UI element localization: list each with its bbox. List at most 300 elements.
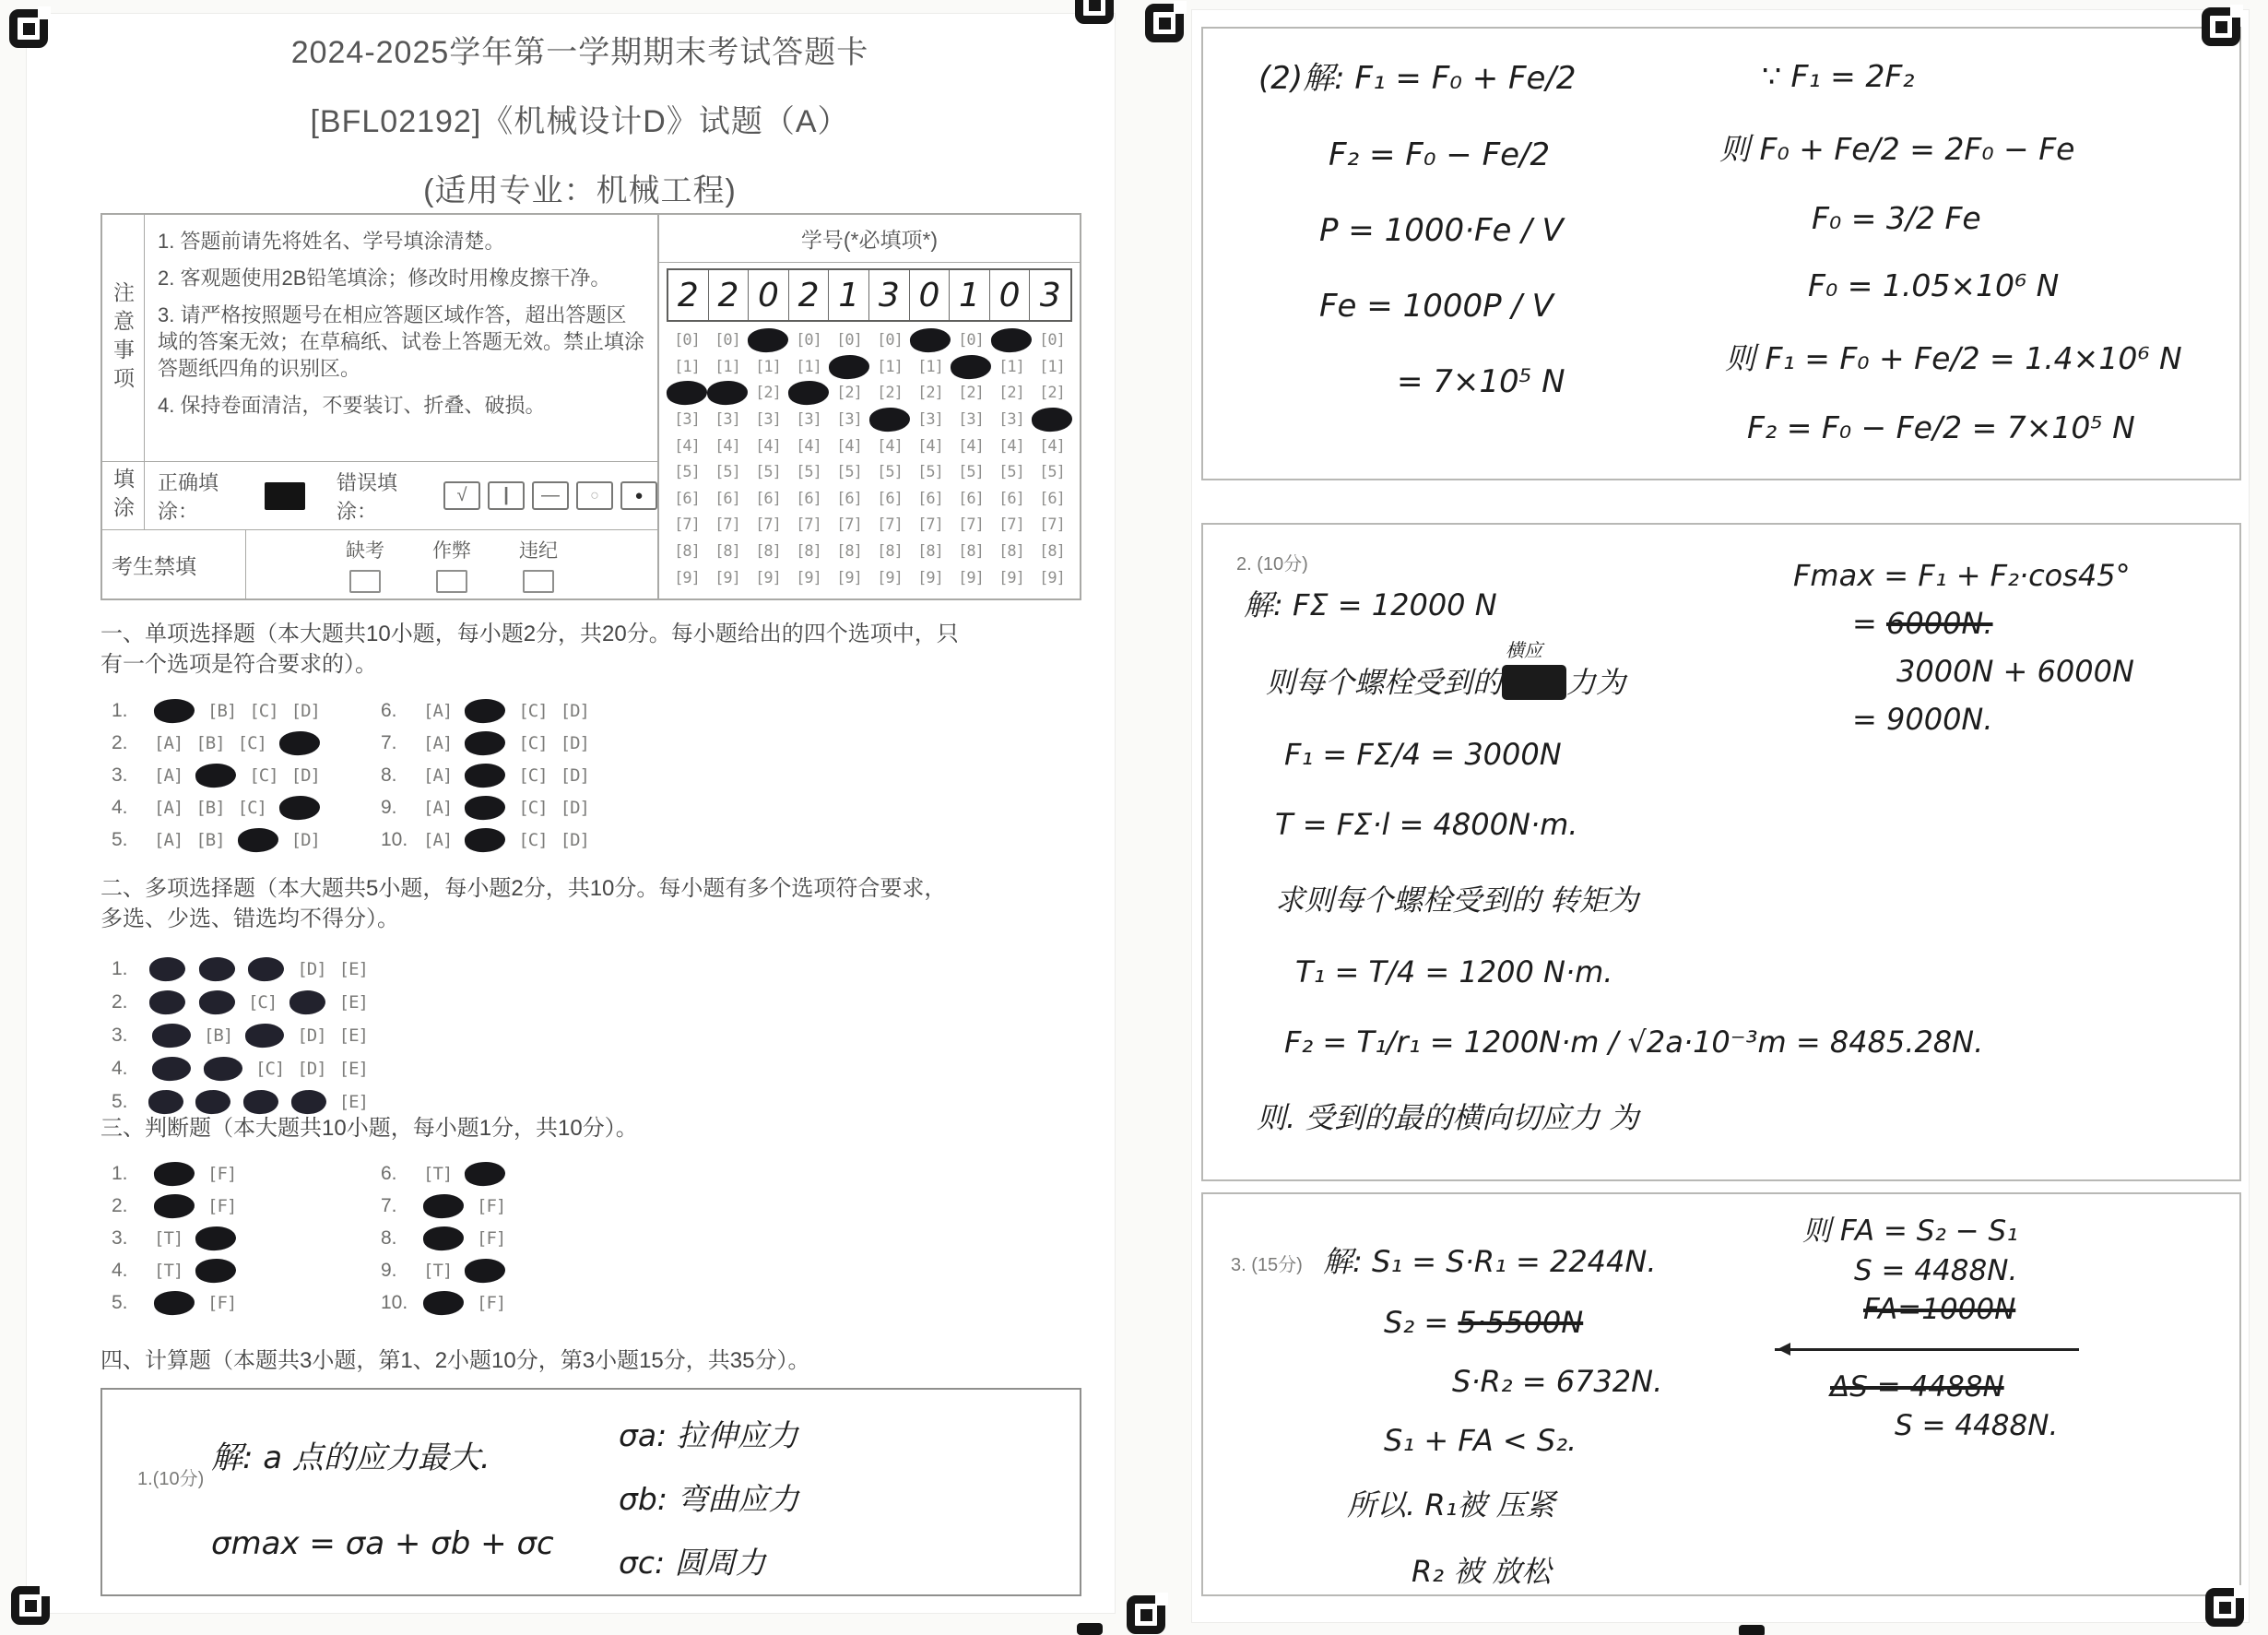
question-number: 2. [112, 991, 128, 1013]
question-number: 10. [381, 1291, 408, 1313]
answer-item [112, 1194, 381, 1218]
info-table [100, 213, 1081, 600]
handwritten-line: S = 4488N. [1895, 1409, 2059, 1442]
id-bubble: [8] [1039, 542, 1065, 562]
option-bracket: [D] [560, 732, 589, 753]
correct-fill-label: 正确填涂： [158, 470, 219, 523]
option-bracket: [D] [560, 829, 589, 850]
option-bracket: [A] [423, 700, 453, 721]
question1-handwriting-right [619, 1412, 798, 1603]
forbidden-checkbox [349, 570, 381, 593]
id-bubble: [1] [1039, 357, 1065, 376]
wrong-fill-sample: ● [620, 481, 657, 510]
answer-item [112, 828, 381, 852]
filled-answer-mark [148, 989, 186, 1016]
question-number: 5. [112, 1291, 128, 1313]
handwritten-text: 则每个螺栓受到的 [1266, 665, 1503, 700]
id-bubble: [6] [796, 489, 821, 508]
id-bubble: [3] [715, 410, 740, 430]
answer-item [112, 731, 381, 755]
handwritten-line: 解: FΣ = 12000 N [1244, 587, 1497, 622]
id-bubble: [6] [1039, 489, 1065, 508]
id-bubble: [7] [1039, 515, 1065, 535]
filled-answer-mark [464, 826, 506, 853]
fill-examples [145, 468, 657, 525]
question-number: 9. [381, 1259, 397, 1281]
filled-bubble-mark [1031, 407, 1073, 433]
struck-text: FA=1000N [1863, 1293, 2016, 1326]
handwritten-line: = 7×10⁵ N [1397, 363, 1565, 400]
marker-dot [2215, 21, 2227, 33]
section2-answers [112, 953, 381, 1119]
id-bubble: [7] [796, 515, 821, 535]
id-bubble: [5] [715, 463, 740, 482]
filled-answer-mark [151, 1056, 192, 1083]
id-bubble: [0] [958, 331, 984, 350]
forbidden-option [432, 536, 471, 593]
option-bracket: [F] [207, 1163, 237, 1184]
question-number: 2. [112, 1194, 128, 1216]
answer-row [112, 727, 650, 759]
question1-label: 1.(10分) [137, 1469, 205, 1489]
answer-item [112, 764, 381, 788]
filled-answer-mark [148, 956, 186, 983]
option-bracket: [A] [154, 829, 183, 850]
filled-answer-mark [464, 794, 506, 821]
section2-heading [100, 873, 1087, 934]
filled-answer-mark [289, 989, 326, 1016]
handwritten-line: S·R₂ = 6732N. [1452, 1364, 1663, 1399]
forbidden-option-label: 违纪 [519, 540, 558, 562]
wrong-fill-label: 错误填涂： [336, 470, 397, 523]
marker-notch [38, 6, 51, 19]
marker-dot [1159, 18, 1171, 30]
option-bracket: [C] [237, 732, 266, 753]
option-bracket: [F] [477, 1292, 506, 1313]
option-bracket: [A] [423, 829, 453, 850]
question-number: 9. [381, 796, 397, 818]
id-bubble: [5] [998, 463, 1024, 482]
option-bracket: [D] [290, 764, 320, 786]
answer-row [112, 953, 381, 986]
id-bubble: [9] [674, 568, 700, 587]
question-number: 1. [112, 1162, 128, 1184]
answer-row [112, 1222, 650, 1254]
filled-answer-mark [464, 1257, 506, 1284]
notice-label: 注意事项 [102, 215, 145, 461]
question1-answer-box [100, 1388, 1081, 1596]
handwritten-line: 解: a 点的应力最大. [211, 1440, 490, 1476]
question-number: 8. [381, 764, 397, 786]
handwritten-line: P = 1000·Fe / V [1319, 212, 1564, 249]
section1-heading-line1: 一、单项选择题（本大题共10小题，每小题2分，共20分。每小题给出的四个选项中，只 [100, 622, 959, 646]
id-bubble: [2] [1039, 384, 1065, 403]
id-bubble [951, 354, 991, 381]
question1-part2-box [1201, 27, 2241, 480]
filled-answer-mark [148, 1089, 184, 1116]
handwritten-line: σc: 圆周力 [619, 1545, 766, 1581]
handwritten-line: 则. 受到的最的横向切应力 为 [1257, 1100, 1639, 1135]
id-bubble: [0] [877, 331, 903, 350]
answer-item [381, 1226, 650, 1250]
id-bubble: [5] [1039, 463, 1065, 482]
question-number: 6. [381, 1162, 397, 1184]
option-bracket: [C] [518, 829, 548, 850]
section1-heading [100, 619, 1087, 680]
filled-bubble-mark [909, 327, 951, 354]
handwritten-line: σmax = σa + σb + σc [211, 1525, 554, 1562]
q3-handwriting-left [1323, 1238, 1662, 1615]
id-bubble: [2] [755, 384, 781, 403]
id-bubble: [5] [796, 463, 821, 482]
struck-text: 5·5500N [1458, 1305, 1584, 1340]
handwritten-line [1852, 606, 2134, 641]
handwritten-line: F₀ = 3/2 Fe [1812, 200, 1981, 236]
wrong-fill-sample: | [488, 481, 525, 510]
marker-notch [1155, 1593, 1168, 1605]
handwritten-line: 求则每个螺栓受到的 转矩为 [1275, 883, 1639, 918]
handwritten-line: Fmax = F₁ + F₂·cos45° [1793, 558, 2131, 593]
option-bracket: [F] [477, 1195, 506, 1216]
id-bubble: [3] [836, 410, 862, 430]
answer-item [381, 828, 650, 852]
filled-answer-mark [153, 697, 195, 724]
answer-item [112, 1024, 381, 1048]
section3-answers [112, 1157, 650, 1319]
id-bubble: [8] [917, 542, 943, 562]
id-bubble: [2] [877, 384, 903, 403]
id-bubble: [9] [877, 568, 903, 587]
question-number: 1. [112, 958, 128, 979]
id-bubble: [6] [755, 489, 781, 508]
answer-row [112, 1157, 650, 1190]
option-bracket: [A] [423, 797, 453, 818]
id-bubble: [1] [755, 357, 781, 376]
left-page [26, 13, 1116, 1614]
filled-answer-mark [242, 1089, 279, 1116]
id-bubble: [8] [755, 542, 781, 562]
id-bubble: [1] [715, 357, 740, 376]
id-bubble: [0] [836, 331, 862, 350]
id-bubble: [7] [715, 515, 740, 535]
filled-answer-mark [237, 826, 279, 853]
answer-item [381, 796, 650, 820]
student-id-digit: 0 [990, 270, 1031, 320]
course-title: [BFL02192]《机械设计D》试题（A） [310, 104, 850, 139]
filled-answer-mark [464, 697, 506, 724]
filled-answer-mark [195, 762, 237, 788]
question-number: 7. [381, 731, 397, 753]
student-id-header: 学号(*必填项*) [659, 215, 1080, 263]
answer-item [381, 764, 650, 788]
answer-item [112, 1090, 381, 1114]
option-bracket: [C] [518, 700, 548, 721]
option-bracket: [D] [297, 1059, 326, 1079]
student-id-digit: 3 [1039, 276, 1061, 314]
notice-item: 3. 请严格按照题号在相应答题区域作答，超出答题区域的答案无效；在草稿纸、试卷上答题无效。禁止填涂答题纸四角的识别区。 [158, 303, 645, 381]
filled-bubble-mark [868, 407, 911, 433]
student-id-digit: 3 [869, 270, 910, 320]
id-bubble: [8] [877, 542, 903, 562]
answer-item [112, 699, 381, 723]
id-bubble: [3] [755, 410, 781, 430]
handwritten-line: R₂ 被 放松 [1412, 1554, 1552, 1589]
marker-dot [1140, 1609, 1152, 1621]
section4-heading-line1: 四、计算题（本题共3小题，第1、2小题10分，第3小题15分，共35分）。 [100, 1348, 810, 1373]
id-bubble: [3] [958, 410, 984, 430]
handwritten-line: T₁ = T/4 = 1200 N·m. [1295, 954, 1613, 989]
filled-answer-mark [198, 989, 236, 1016]
id-bubble: [2] [998, 384, 1024, 403]
registration-marker-icon [1127, 1595, 1165, 1634]
answer-row [112, 1286, 650, 1319]
option-bracket: [D] [560, 764, 589, 786]
id-bubble: [2] [958, 384, 984, 403]
question-number: 4. [112, 1259, 128, 1281]
option-bracket: [A] [154, 764, 183, 786]
id-bubble: [2] [836, 384, 862, 403]
option-bracket: [C] [237, 797, 266, 818]
marker-notch [1174, 1, 1187, 14]
question-number: 5. [112, 828, 128, 850]
student-id-digit: 2 [789, 270, 830, 320]
question-number: 4. [112, 796, 128, 818]
id-bubble: [1] [917, 357, 943, 376]
registration-marker-icon [11, 1586, 50, 1625]
student-id-bubble-grid [667, 327, 1072, 591]
notice-item: 2. 客观题使用2B铅笔填涂；修改时用橡皮擦干净。 [158, 267, 611, 290]
question-number: 3. [112, 1226, 128, 1249]
id-bubble: [9] [715, 568, 740, 587]
notice-items [145, 215, 657, 461]
id-bubble: [5] [836, 463, 862, 482]
answer-row [112, 1019, 381, 1052]
question1-handwriting-left [211, 1432, 554, 1610]
id-bubble: [4] [877, 436, 903, 456]
answer-item [381, 1162, 650, 1186]
filled-answer-mark [422, 1289, 465, 1316]
option-bracket: [C] [249, 700, 278, 721]
handwritten-line: Fe = 1000P / V [1319, 288, 1553, 325]
handwritten-text: S₂ = [1384, 1305, 1459, 1340]
section2-heading-line2: 多选、少选、错选均不得分）。 [100, 906, 399, 932]
id-bubble: [4] [958, 436, 984, 456]
id-bubble [748, 327, 788, 354]
forbidden-option-label: 作弊 [432, 540, 471, 562]
answer-item [112, 1057, 381, 1081]
forbidden-option-label: 缺考 [346, 540, 384, 562]
fill-label: 填涂 [102, 462, 145, 529]
filled-answer-mark [278, 794, 321, 821]
id-bubble [788, 380, 829, 407]
wrong-fill-samples [443, 481, 657, 510]
wrong-fill-sample: √ [443, 481, 480, 510]
question2-label: 2. (10分) [1236, 554, 1308, 575]
id-bubble: [3] [917, 410, 943, 430]
edge-mark [1077, 1623, 1103, 1635]
filled-answer-mark [278, 729, 321, 756]
id-bubble [991, 327, 1032, 354]
question2-answer-box [1201, 523, 2241, 1181]
id-bubble: [6] [917, 489, 943, 508]
id-bubble: [5] [674, 463, 700, 482]
filled-bubble-mark [787, 380, 830, 407]
handwritten-line: σa: 拉伸应力 [619, 1417, 798, 1453]
option-bracket: [F] [207, 1195, 237, 1216]
id-bubble: [5] [917, 463, 943, 482]
section3-heading-line1: 三、判断题（本大题共10小题，每小题1分，共10分）。 [100, 1116, 638, 1141]
id-bubble: [6] [958, 489, 984, 508]
answer-row [112, 823, 650, 856]
handwritten-line: 则 F₁ = F₀ + Fe/2 = 1.4×10⁶ N [1725, 340, 2182, 376]
forbidden-checkbox [436, 570, 467, 593]
registration-marker-icon [1075, 0, 1114, 24]
id-bubble: [6] [836, 489, 862, 508]
option-bracket: [E] [338, 959, 368, 979]
filled-answer-mark [195, 1257, 237, 1284]
handwritten-line: 解: S₁ = S·R₁ = 2244N. [1323, 1244, 1657, 1279]
forbidden-option [519, 536, 558, 593]
filled-answer-mark [153, 1192, 195, 1219]
handwritten-line: F₂ = F₀ − Fe/2 = 7×10⁵ N [1747, 409, 2135, 445]
handwritten-line: S₁ + FA < S₂. [1384, 1423, 1577, 1458]
student-id-digit: 0 [910, 270, 951, 320]
filled-answer-mark [151, 1023, 192, 1049]
student-id-digit: 2 [668, 270, 709, 320]
right-page [1191, 9, 2250, 1623]
id-bubble: [5] [755, 463, 781, 482]
answer-item [112, 990, 381, 1014]
question-number: 7. [381, 1194, 397, 1216]
filled-answer-mark [153, 1160, 195, 1187]
section1-heading-line2: 有一个选项是符合要求的）。 [100, 652, 377, 678]
question-number: 8. [381, 1226, 397, 1249]
title-block [64, 27, 1096, 234]
answer-item [112, 1162, 381, 1186]
scribbled-text [1502, 665, 1566, 700]
filled-bubble-mark [747, 327, 789, 354]
id-bubble: [3] [674, 410, 700, 430]
q1p2-handwriting-left [1258, 53, 1577, 439]
answer-item [381, 731, 650, 755]
struck-text: 6000N. [1885, 606, 1993, 641]
option-bracket: [F] [207, 1292, 237, 1313]
student-id-digit: 1 [950, 270, 990, 320]
examinee-forbidden-row [102, 530, 657, 598]
q2-handwriting-right [1793, 558, 2134, 750]
option-bracket: [A] [154, 797, 183, 818]
exam-title: 2024-2025学年第一学期期末考试答题卡 [290, 35, 869, 70]
filled-bubble-mark [706, 380, 749, 407]
question-number: 4. [112, 1058, 128, 1079]
id-bubble: [7] [998, 515, 1024, 535]
option-bracket: [F] [477, 1227, 506, 1249]
strike-arrow-icon [1775, 1348, 2079, 1351]
id-bubble: [0] [796, 331, 821, 350]
id-bubble: [0] [1039, 331, 1065, 350]
handwritten-line: F₀ = 1.05×10⁶ N [1808, 267, 2060, 303]
option-bracket: [B] [195, 732, 225, 753]
id-bubble: [4] [796, 436, 821, 456]
answer-item [381, 1259, 650, 1283]
answer-item [112, 1291, 381, 1315]
marker-notch [2234, 1585, 2247, 1598]
question-number: 1. [112, 699, 128, 721]
question-number: 2. [112, 731, 128, 753]
question-number: 6. [381, 699, 397, 721]
question-number: 3. [112, 1025, 128, 1046]
answer-row [112, 1254, 650, 1286]
filled-answer-mark [464, 762, 506, 788]
id-bubble: [7] [755, 515, 781, 535]
section4-heading [100, 1345, 1087, 1376]
marker-dot [23, 23, 35, 35]
option-bracket: [C] [518, 797, 548, 818]
id-bubble: [8] [836, 542, 862, 562]
option-bracket: [B] [195, 829, 225, 850]
option-bracket: [D] [290, 700, 320, 721]
handwritten-line [1384, 1305, 1662, 1340]
filled-answer-mark [464, 729, 506, 756]
filled-answer-mark [153, 1289, 195, 1316]
handwritten-line: F₁ = FΣ/4 = 3000N [1284, 737, 1562, 772]
filled-answer-mark [422, 1225, 465, 1251]
filled-answer-mark [198, 956, 236, 983]
id-bubble: [0] [715, 331, 740, 350]
filled-answer-mark [290, 1089, 327, 1116]
answer-row [112, 986, 381, 1019]
id-bubble: [8] [998, 542, 1024, 562]
id-bubble: [7] [674, 515, 700, 535]
handwritten-line [1775, 1332, 2079, 1365]
question3-answer-box [1201, 1192, 2241, 1596]
handwritten-line: (2)解: F₁ = F₀ + Fe/2 [1258, 60, 1577, 97]
option-bracket: [E] [338, 1059, 368, 1079]
filled-answer-mark [203, 1056, 243, 1083]
option-bracket: [T] [154, 1260, 183, 1281]
marker-notch [2230, 5, 2243, 18]
id-bubble: [1] [998, 357, 1024, 376]
id-bubble: [4] [715, 436, 740, 456]
student-id-digit-row [667, 268, 1072, 322]
option-bracket: [T] [423, 1260, 453, 1281]
major-subtitle: (适用专业：机械工程) [423, 173, 737, 208]
correct-fill-sample [265, 482, 305, 510]
section3-heading [100, 1113, 1087, 1143]
option-bracket: [D] [297, 1025, 326, 1046]
registration-marker-icon [1145, 4, 1184, 42]
filled-answer-mark [244, 1023, 285, 1049]
handwritten-line: 3000N + 6000N [1896, 654, 2134, 689]
id-bubble: [8] [958, 542, 984, 562]
id-bubble: [4] [917, 436, 943, 456]
id-bubble: [6] [674, 489, 700, 508]
registration-marker-icon [2205, 1588, 2244, 1627]
forbidden-options [246, 530, 657, 598]
option-bracket: [E] [338, 992, 368, 1013]
forbidden-option [346, 536, 384, 593]
id-bubble: [9] [1039, 568, 1065, 587]
answer-item [381, 699, 650, 723]
id-bubble: [9] [998, 568, 1024, 587]
answer-row [112, 1190, 650, 1222]
option-bracket: [C] [518, 732, 548, 753]
option-bracket: [A] [423, 764, 453, 786]
option-bracket: [B] [207, 700, 237, 721]
answer-item [381, 1291, 650, 1315]
handwritten-line: σb: 弯曲应力 [619, 1481, 799, 1517]
id-bubble: [9] [755, 568, 781, 587]
